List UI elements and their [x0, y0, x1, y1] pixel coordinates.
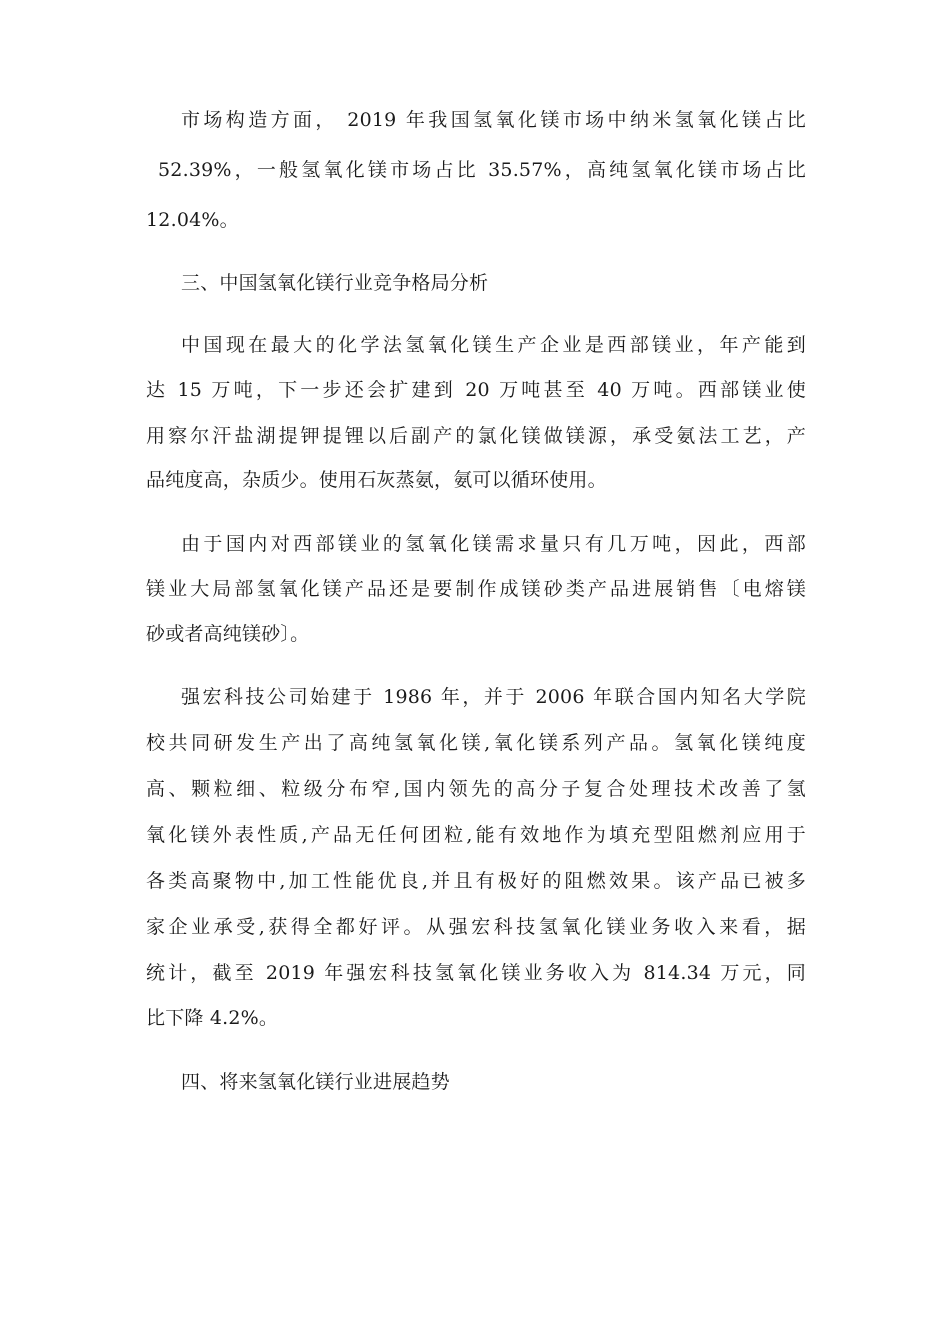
paragraph-line: 氧化镁外表性质,产品无任何团粒,能有效地作为填充型阻燃剂应用于 [146, 824, 806, 846]
paragraph-line: 镁业大局部氢氧化镁产品还是要制作成镁砂类产品进展销售〔电熔镁 [146, 578, 806, 600]
section-3-heading: 三、中国氢氧化镁行业竞争格局分析 [181, 272, 489, 294]
section-4-heading: 四、将来氢氧化镁行业进展趋势 [181, 1071, 450, 1093]
paragraph-line: 砂或者高纯镁砂〕。 [146, 623, 310, 645]
paragraph-line: 用察尔汗盐湖提钾提锂以后副产的氯化镁做镁源，承受氨法工艺，产 [146, 425, 806, 447]
paragraph-line: 52.39%，一般氢氧化镁市场占比 35.57%，高纯氢氧化镁市场占比 [158, 159, 806, 181]
paragraph-line: 品纯度高，杂质少。使用石灰蒸氨，氨可以循环使用。 [146, 469, 607, 491]
paragraph-line: 家企业承受,获得全都好评。从强宏科技氢氧化镁业务收入来看，据 [146, 916, 806, 938]
paragraph-line: 高、颗粒细、粒级分布窄,国内领先的高分子复合处理技术改善了氢 [146, 778, 806, 800]
paragraph-line: 由于国内对西部镁业的氢氧化镁需求量只有几万吨，因此，西部 [181, 533, 806, 555]
paragraph-line: 市场构造方面， 2019 年我国氢氧化镁市场中纳米氢氧化镁占比 [181, 109, 806, 131]
paragraph-line: 校共同研发生产出了高纯氢氧化镁,氧化镁系列产品。氢氧化镁纯度 [146, 732, 806, 754]
paragraph-line: 比下降 4.2%。 [146, 1007, 279, 1029]
paragraph-line: 统计，截至 2019 年强宏科技氢氧化镁业务收入为 814.34 万元，同 [146, 962, 806, 984]
paragraph-line: 12.04%。 [146, 209, 239, 231]
paragraph-line: 达 15 万吨，下一步还会扩建到 20 万吨甚至 40 万吨。西部镁业使 [146, 379, 806, 401]
paragraph-line: 中国现在最大的化学法氢氧化镁生产企业是西部镁业，年产能到 [181, 334, 806, 356]
paragraph-line: 强宏科技公司始建于 1986 年，并于 2006 年联合国内知名大学院 [181, 686, 806, 708]
paragraph-line: 各类高聚物中,加工性能优良,并且有极好的阻燃效果。该产品已被多 [146, 870, 806, 892]
